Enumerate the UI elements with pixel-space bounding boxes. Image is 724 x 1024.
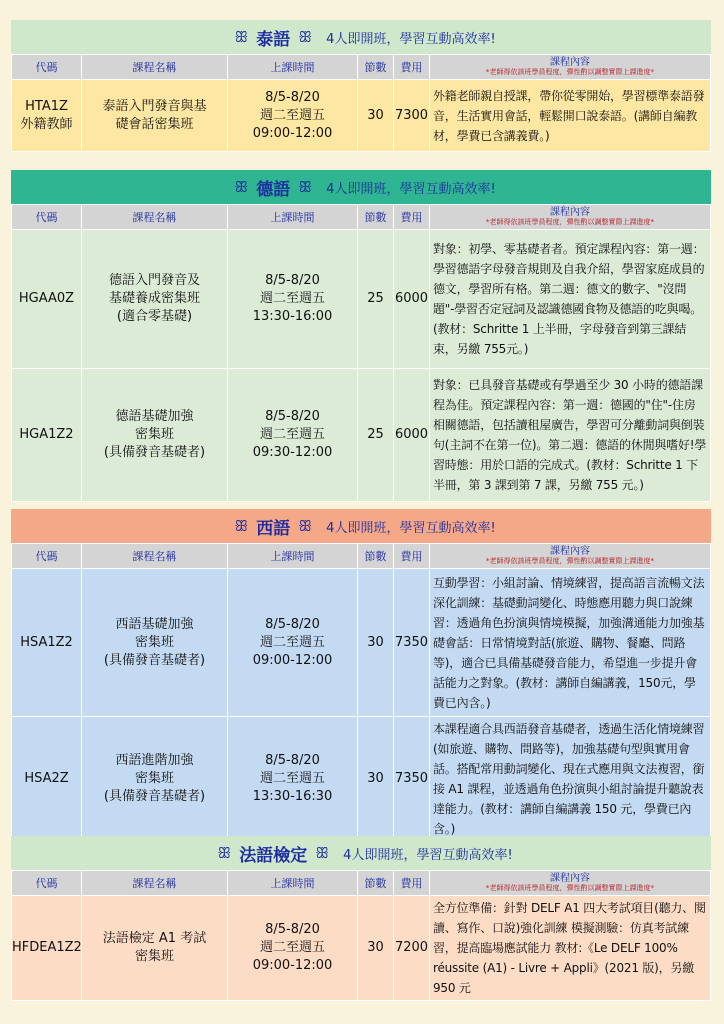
course-name: 法語檢定 A1 考試 密集班 (82, 896, 228, 1001)
ornament-left-icon: ꕥ (217, 844, 232, 862)
section-title: 泰語 (256, 29, 291, 50)
course-code: HGA1Z2 (12, 369, 82, 502)
course-code: HFDEA1Z2 (12, 896, 82, 1001)
ornament-right-icon: ꕥ (298, 517, 313, 535)
course-fee: 6000 (394, 369, 430, 502)
course-name: 德語入門發音及 基礎養成密集班 (適合零基礎) (82, 230, 228, 369)
course-name: 泰語入門發音與基 礎會話密集班 (82, 80, 228, 152)
header-time: 上課時間 (228, 205, 358, 230)
course-code: HTA1Z 外籍教師 (12, 80, 82, 152)
header-name: 課程名稱 (82, 544, 228, 569)
header-sessions: 節數 (358, 205, 394, 230)
table-row (12, 717, 711, 842)
section-spanish (11, 509, 711, 842)
header-content: 課程內容 *老師得依該班學員程度，彈性酌以調整實際上課進度* (430, 55, 711, 80)
ornament-right-icon: ꕥ (298, 178, 313, 196)
course-time: 8/5-8/20 週二至週五 09:00-12:00 (228, 569, 358, 717)
header-time: 上課時間 (228, 55, 358, 80)
course-fee: 7350 (394, 717, 430, 842)
course-fee: 6000 (394, 230, 430, 369)
course-sessions: 30 (358, 896, 394, 1001)
header-sessions: 節數 (358, 55, 394, 80)
header-content: 課程內容 *老師得依該班學員程度，彈性酌以調整實際上課進度* (430, 544, 711, 569)
course-table (11, 870, 711, 1001)
table-row (12, 369, 711, 502)
course-time: 8/5-8/20 週二至週五 09:30-12:00 (228, 369, 358, 502)
header-code: 代碼 (12, 55, 82, 80)
header-fee: 費用 (394, 871, 430, 896)
ornament-right-icon: ꕥ (298, 28, 313, 46)
section-slogan: 4人即開班，學習互動高效率! (343, 847, 513, 863)
course-code: HSA2Z (12, 717, 82, 842)
section-german (11, 170, 711, 502)
header-name: 課程名稱 (82, 871, 228, 896)
section-french-exam (11, 836, 711, 1001)
ornament-left-icon: ꕥ (234, 517, 249, 535)
course-time: 8/5-8/20 週二至週五 13:30-16:30 (228, 717, 358, 842)
table-header-row (12, 55, 711, 80)
course-description: 全方位準備：針對 DELF A1 四大考試項目(聽力、閱讀、寫作、口說)強化訓練 模擬測驗：仿真考試練習，提高臨場應試能力 教材:《Le DELF 100% réussite (A1) - Livre + Appli》(2021 版)，另繳 950 元 (430, 896, 711, 1001)
header-code: 代碼 (12, 544, 82, 569)
course-time: 8/5-8/20 週二至週五 09:00-12:00 (228, 80, 358, 152)
header-name: 課程名稱 (82, 205, 228, 230)
header-code: 代碼 (12, 871, 82, 896)
section-slogan: 4人即開班，學習互動高效率! (326, 31, 496, 47)
table-row (12, 569, 711, 717)
ornament-left-icon: ꕥ (234, 28, 249, 46)
table-header-row (12, 544, 711, 569)
course-code: HGAA0Z (12, 230, 82, 369)
course-sessions: 25 (358, 230, 394, 369)
course-table (11, 543, 711, 842)
course-sessions: 30 (358, 80, 394, 152)
header-sessions: 節數 (358, 871, 394, 896)
header-fee: 費用 (394, 55, 430, 80)
course-time: 8/5-8/20 週二至週五 09:00-12:00 (228, 896, 358, 1001)
table-header-row (12, 205, 711, 230)
section-banner (11, 509, 711, 543)
section-title: 德語 (256, 179, 291, 200)
header-fee: 費用 (394, 205, 430, 230)
ornament-right-icon: ꕥ (315, 844, 330, 862)
course-sessions: 25 (358, 369, 394, 502)
table-row (12, 230, 711, 369)
section-banner (11, 836, 711, 870)
header-content: 課程內容 *老師得依該班學員程度，彈性酌以調整實際上課進度* (430, 871, 711, 896)
section-banner (11, 20, 711, 54)
ornament-left-icon: ꕥ (234, 178, 249, 196)
table-row (12, 80, 711, 152)
course-description: 外籍老師親自授課，帶你從零開始，學習標準泰語發音，生活實用會話，輕鬆開口說泰語。(講師自編教材，學費已含講義費。) (430, 80, 711, 152)
course-name: 西語進階加強 密集班 (具備發音基礎者) (82, 717, 228, 842)
course-description: 互動學習：小組討論、情境練習，提高語言流暢文法深化訓練：基礎動詞變化、時態應用聽力與口說練習：透過角色扮演與情境模擬，加強溝通能力加強基礎會話：日常情境對話(旅遊、購物、餐廳、問路等)，適合已具備基礎發音能力，希望進一步提升會話能力之對象。(教材：講師自編講義，150元，學費已內含。) (430, 569, 711, 717)
course-table (11, 54, 711, 152)
header-time: 上課時間 (228, 871, 358, 896)
course-table (11, 204, 711, 502)
course-sessions: 30 (358, 717, 394, 842)
header-sessions: 節數 (358, 544, 394, 569)
course-name: 德語基礎加強 密集班 (具備發音基礎者) (82, 369, 228, 502)
course-description: 對象：初學、零基礎者者。預定課程內容：第一週：學習德語字母發音規則及自我介紹，學習家庭成員的德文，學習所有格。第二週：德文的數字、"沒問題"-學習否定冠詞及認識德國食物及德語的吃與喝。(教材：Schritte 1 上半冊，字母發音到第三課結束，另繳 755元。) (430, 230, 711, 369)
header-fee: 費用 (394, 544, 430, 569)
course-time: 8/5-8/20 週二至週五 13:30-16:00 (228, 230, 358, 369)
course-name: 西語基礎加強 密集班 (具備發音基礎者) (82, 569, 228, 717)
section-banner (11, 170, 711, 204)
table-row (12, 896, 711, 1001)
section-thai (11, 20, 711, 152)
course-sessions: 30 (358, 569, 394, 717)
section-slogan: 4人即開班，學習互動高效率! (326, 181, 496, 197)
section-title: 西語 (256, 518, 291, 539)
section-slogan: 4人即開班，學習互動高效率! (326, 520, 496, 536)
header-code: 代碼 (12, 205, 82, 230)
header-time: 上課時間 (228, 544, 358, 569)
course-fee: 7300 (394, 80, 430, 152)
course-fee: 7350 (394, 569, 430, 717)
section-title: 法語檢定 (239, 845, 308, 866)
table-header-row (12, 871, 711, 896)
course-fee: 7200 (394, 896, 430, 1001)
course-description: 本課程適合具西語發音基礎者，透過生活化情境練習(如旅遊、購物、問路等)，加強基礎句型與實用會話。搭配常用動詞變化、現在式應用與文法複習，銜接 A1 課程，並透過角色扮演與小組討論提升聽說表達能力。(教材：講師自編講義 150 元，學費已內含。) (430, 717, 711, 842)
course-description: 對象：已具發音基礎或有學過至少 30 小時的德語課程為佳。預定課程內容：第一週：德國的"住"-住房相關德語，包括讀租屋廣告，學習可分離動詞與倒裝句(主詞不在第一位)。第二週：德語的休閒與嗜好!學習時態：用於口語的完成式。(教材：Schritte 1 下半冊，第 3 課到第 7 課，另繳 755 元。) (430, 369, 711, 502)
header-content: 課程內容 *老師得依該班學員程度，彈性酌以調整實際上課進度* (430, 205, 711, 230)
course-code: HSA1Z2 (12, 569, 82, 717)
header-name: 課程名稱 (82, 55, 228, 80)
